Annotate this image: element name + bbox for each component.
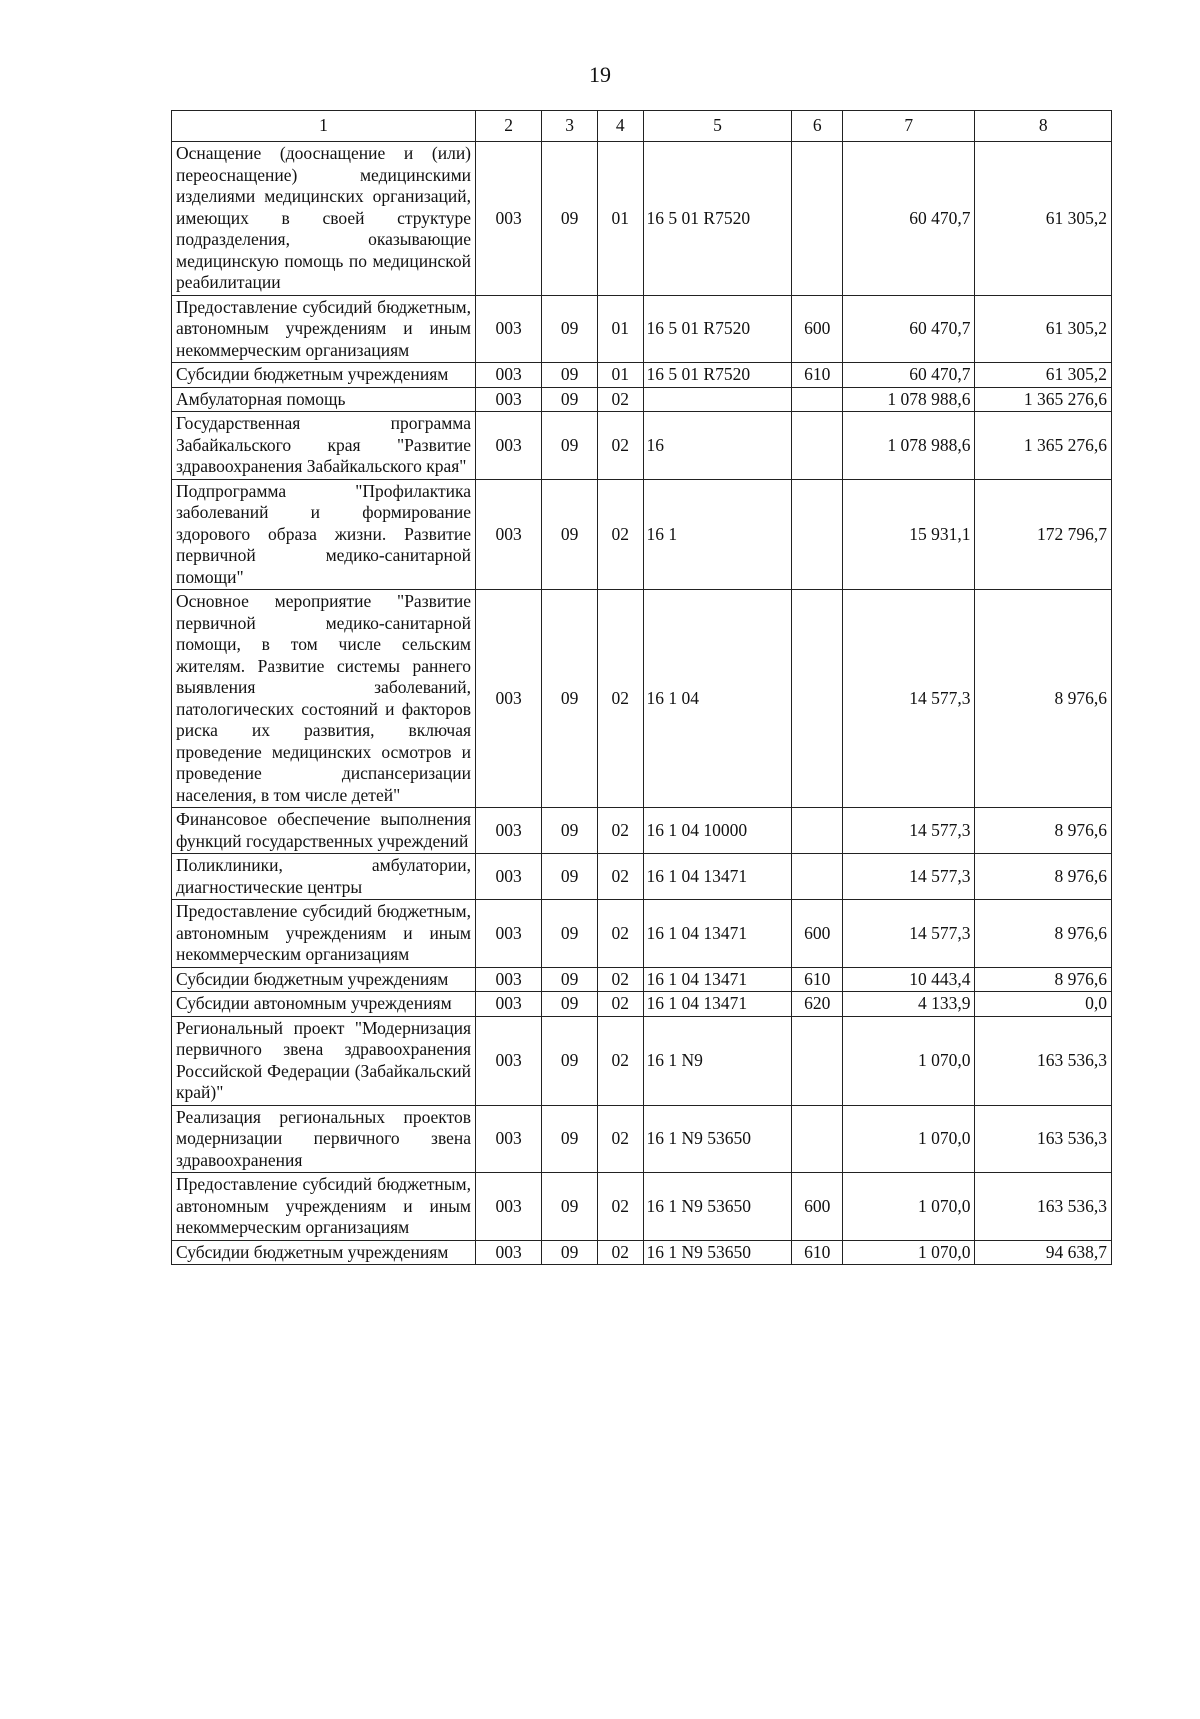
row-pr-cell: 02 bbox=[598, 412, 644, 480]
table-row bbox=[172, 808, 1112, 854]
row-amount-2-cell: 61 305,2 bbox=[975, 142, 1112, 296]
row-name-cell: Государственная программа Забайкальского края "Развитие здравоохранения Забайкальского края" bbox=[172, 412, 476, 480]
row-vr-cell bbox=[792, 142, 843, 296]
row-vr-cell bbox=[792, 387, 843, 412]
row-gr-cell: 003 bbox=[476, 387, 542, 412]
row-amount-1-cell: 1 070,0 bbox=[843, 1105, 975, 1173]
row-rz-cell: 09 bbox=[542, 387, 598, 412]
row-csr-cell: 16 5 01 R7520 bbox=[643, 142, 792, 296]
row-pr-cell: 02 bbox=[598, 900, 644, 968]
header-col-4: 4 bbox=[598, 111, 644, 142]
row-rz-cell: 09 bbox=[542, 479, 598, 590]
row-name-cell: Поликлиники, амбулатории, диагностические центры bbox=[172, 854, 476, 900]
row-rz-cell: 09 bbox=[542, 363, 598, 388]
row-csr-cell bbox=[643, 387, 792, 412]
row-gr-cell: 003 bbox=[476, 295, 542, 363]
table-row bbox=[172, 992, 1112, 1017]
row-name-cell: Оснащение (дооснащение и (или) переоснащение) медицинскими изделиями медицинских организаций, имеющих в своей структуре подразделения, оказывающие медицинскую помощь по медицинской реабилитации bbox=[172, 142, 476, 296]
row-rz-cell: 09 bbox=[542, 967, 598, 992]
row-rz-cell: 09 bbox=[542, 142, 598, 296]
row-csr-cell: 16 1 04 13471 bbox=[643, 992, 792, 1017]
row-amount-2-cell: 8 976,6 bbox=[975, 808, 1112, 854]
page-number: 19 bbox=[589, 62, 611, 87]
row-vr-cell bbox=[792, 854, 843, 900]
row-pr-cell: 01 bbox=[598, 363, 644, 388]
row-gr-cell: 003 bbox=[476, 808, 542, 854]
row-amount-1-cell: 1 070,0 bbox=[843, 1173, 975, 1241]
row-name-cell: Подпрограмма "Профилактика заболеваний и формирование здорового образа жизни. Развитие первичной медико-санитарной помощи" bbox=[172, 479, 476, 590]
row-name-cell: Основное мероприятие "Развитие первичной медико-санитарной помощи, в том числе сельским жителям. Развитие системы раннего выявления заболеваний, патологических состояний и факторов риска их развития, включая проведение медицинских осмотров и проведение диспансеризации населения, в том числе детей" bbox=[172, 590, 476, 808]
row-gr-cell: 003 bbox=[476, 142, 542, 296]
row-gr-cell: 003 bbox=[476, 992, 542, 1017]
table-row bbox=[172, 900, 1112, 968]
header-col-6: 6 bbox=[792, 111, 843, 142]
row-gr-cell: 003 bbox=[476, 1240, 542, 1265]
header-col-7: 7 bbox=[843, 111, 975, 142]
row-gr-cell: 003 bbox=[476, 412, 542, 480]
row-pr-cell: 02 bbox=[598, 854, 644, 900]
row-csr-cell: 16 1 N9 53650 bbox=[643, 1240, 792, 1265]
table-row bbox=[172, 590, 1112, 808]
row-rz-cell: 09 bbox=[542, 854, 598, 900]
row-rz-cell: 09 bbox=[542, 1240, 598, 1265]
row-amount-1-cell: 14 577,3 bbox=[843, 854, 975, 900]
row-amount-2-cell: 163 536,3 bbox=[975, 1173, 1112, 1241]
header-col-8: 8 bbox=[975, 111, 1112, 142]
table-row bbox=[172, 1105, 1112, 1173]
row-pr-cell: 02 bbox=[598, 1016, 644, 1105]
row-vr-cell bbox=[792, 1016, 843, 1105]
row-csr-cell: 16 1 04 13471 bbox=[643, 967, 792, 992]
table-header-row bbox=[172, 111, 1112, 142]
row-amount-2-cell: 1 365 276,6 bbox=[975, 412, 1112, 480]
row-amount-2-cell: 0,0 bbox=[975, 992, 1112, 1017]
row-name-cell: Предоставление субсидий бюджетным, автономным учреждениям и иным некоммерческим организациям bbox=[172, 900, 476, 968]
row-pr-cell: 02 bbox=[598, 808, 644, 854]
row-gr-cell: 003 bbox=[476, 967, 542, 992]
row-rz-cell: 09 bbox=[542, 1016, 598, 1105]
row-name-cell: Финансовое обеспечение выполнения функций государственных учреждений bbox=[172, 808, 476, 854]
row-pr-cell: 02 bbox=[598, 1105, 644, 1173]
row-vr-cell: 610 bbox=[792, 967, 843, 992]
row-amount-1-cell: 1 070,0 bbox=[843, 1240, 975, 1265]
row-gr-cell: 003 bbox=[476, 854, 542, 900]
budget-table bbox=[171, 110, 1112, 1265]
row-amount-1-cell: 60 470,7 bbox=[843, 295, 975, 363]
row-amount-2-cell: 94 638,7 bbox=[975, 1240, 1112, 1265]
row-rz-cell: 09 bbox=[542, 590, 598, 808]
row-amount-2-cell: 8 976,6 bbox=[975, 590, 1112, 808]
table-row bbox=[172, 479, 1112, 590]
row-pr-cell: 02 bbox=[598, 992, 644, 1017]
row-vr-cell bbox=[792, 412, 843, 480]
row-csr-cell: 16 1 04 10000 bbox=[643, 808, 792, 854]
row-pr-cell: 02 bbox=[598, 967, 644, 992]
row-gr-cell: 003 bbox=[476, 1016, 542, 1105]
row-amount-1-cell: 4 133,9 bbox=[843, 992, 975, 1017]
row-amount-1-cell: 14 577,3 bbox=[843, 808, 975, 854]
row-vr-cell: 610 bbox=[792, 1240, 843, 1265]
row-csr-cell: 16 5 01 R7520 bbox=[643, 363, 792, 388]
row-rz-cell: 09 bbox=[542, 295, 598, 363]
table-row bbox=[172, 295, 1112, 363]
row-pr-cell: 01 bbox=[598, 295, 644, 363]
row-pr-cell: 02 bbox=[598, 1240, 644, 1265]
row-csr-cell: 16 1 04 13471 bbox=[643, 900, 792, 968]
row-name-cell: Реализация региональных проектов модернизации первичного звена здравоохранения bbox=[172, 1105, 476, 1173]
row-rz-cell: 09 bbox=[542, 808, 598, 854]
row-csr-cell: 16 1 N9 53650 bbox=[643, 1173, 792, 1241]
table-row bbox=[172, 967, 1112, 992]
row-name-cell: Субсидии автономным учреждениям bbox=[172, 992, 476, 1017]
row-pr-cell: 02 bbox=[598, 387, 644, 412]
row-pr-cell: 02 bbox=[598, 590, 644, 808]
row-gr-cell: 003 bbox=[476, 1105, 542, 1173]
row-gr-cell: 003 bbox=[476, 363, 542, 388]
row-gr-cell: 003 bbox=[476, 479, 542, 590]
row-rz-cell: 09 bbox=[542, 900, 598, 968]
row-pr-cell: 01 bbox=[598, 142, 644, 296]
row-amount-2-cell: 61 305,2 bbox=[975, 295, 1112, 363]
header-col-5: 5 bbox=[643, 111, 792, 142]
table-row bbox=[172, 412, 1112, 480]
row-name-cell: Региональный проект "Модернизация первичного звена здравоохранения Российской Федерации (Забайкальский край)" bbox=[172, 1016, 476, 1105]
table-row bbox=[172, 142, 1112, 296]
row-amount-1-cell: 14 577,3 bbox=[843, 900, 975, 968]
row-rz-cell: 09 bbox=[542, 1173, 598, 1241]
row-pr-cell: 02 bbox=[598, 1173, 644, 1241]
row-amount-2-cell: 8 976,6 bbox=[975, 900, 1112, 968]
row-csr-cell: 16 5 01 R7520 bbox=[643, 295, 792, 363]
row-rz-cell: 09 bbox=[542, 1105, 598, 1173]
row-amount-2-cell: 1 365 276,6 bbox=[975, 387, 1112, 412]
row-amount-1-cell: 60 470,7 bbox=[843, 363, 975, 388]
row-amount-2-cell: 61 305,2 bbox=[975, 363, 1112, 388]
row-vr-cell bbox=[792, 1105, 843, 1173]
row-name-cell: Амбулаторная помощь bbox=[172, 387, 476, 412]
row-name-cell: Предоставление субсидий бюджетным, автономным учреждениям и иным некоммерческим организациям bbox=[172, 295, 476, 363]
row-amount-1-cell: 1 078 988,6 bbox=[843, 412, 975, 480]
row-amount-1-cell: 1 070,0 bbox=[843, 1016, 975, 1105]
row-vr-cell: 610 bbox=[792, 363, 843, 388]
row-vr-cell bbox=[792, 590, 843, 808]
row-amount-2-cell: 8 976,6 bbox=[975, 967, 1112, 992]
table-row bbox=[172, 1173, 1112, 1241]
row-rz-cell: 09 bbox=[542, 412, 598, 480]
row-name-cell: Субсидии бюджетным учреждениям bbox=[172, 967, 476, 992]
row-gr-cell: 003 bbox=[476, 900, 542, 968]
header-col-1: 1 bbox=[172, 111, 476, 142]
row-amount-1-cell: 15 931,1 bbox=[843, 479, 975, 590]
table-row bbox=[172, 1240, 1112, 1265]
table-row bbox=[172, 363, 1112, 388]
row-csr-cell: 16 1 bbox=[643, 479, 792, 590]
row-name-cell: Предоставление субсидий бюджетным, автономным учреждениям и иным некоммерческим организациям bbox=[172, 1173, 476, 1241]
row-csr-cell: 16 bbox=[643, 412, 792, 480]
row-amount-2-cell: 8 976,6 bbox=[975, 854, 1112, 900]
header-col-3: 3 bbox=[542, 111, 598, 142]
row-csr-cell: 16 1 04 bbox=[643, 590, 792, 808]
row-amount-1-cell: 1 078 988,6 bbox=[843, 387, 975, 412]
row-gr-cell: 003 bbox=[476, 590, 542, 808]
row-vr-cell: 600 bbox=[792, 295, 843, 363]
table-row bbox=[172, 387, 1112, 412]
row-csr-cell: 16 1 N9 bbox=[643, 1016, 792, 1105]
row-amount-2-cell: 163 536,3 bbox=[975, 1105, 1112, 1173]
row-amount-2-cell: 163 536,3 bbox=[975, 1016, 1112, 1105]
row-amount-1-cell: 14 577,3 bbox=[843, 590, 975, 808]
row-amount-1-cell: 10 443,4 bbox=[843, 967, 975, 992]
row-vr-cell: 600 bbox=[792, 1173, 843, 1241]
row-pr-cell: 02 bbox=[598, 479, 644, 590]
row-amount-2-cell: 172 796,7 bbox=[975, 479, 1112, 590]
row-gr-cell: 003 bbox=[476, 1173, 542, 1241]
row-vr-cell: 600 bbox=[792, 900, 843, 968]
row-name-cell: Субсидии бюджетным учреждениям bbox=[172, 1240, 476, 1265]
row-name-cell: Субсидии бюджетным учреждениям bbox=[172, 363, 476, 388]
row-rz-cell: 09 bbox=[542, 992, 598, 1017]
table-row bbox=[172, 854, 1112, 900]
row-csr-cell: 16 1 N9 53650 bbox=[643, 1105, 792, 1173]
header-col-2: 2 bbox=[476, 111, 542, 142]
row-vr-cell: 620 bbox=[792, 992, 843, 1017]
row-amount-1-cell: 60 470,7 bbox=[843, 142, 975, 296]
row-vr-cell bbox=[792, 808, 843, 854]
row-csr-cell: 16 1 04 13471 bbox=[643, 854, 792, 900]
row-vr-cell bbox=[792, 479, 843, 590]
table-row bbox=[172, 1016, 1112, 1105]
